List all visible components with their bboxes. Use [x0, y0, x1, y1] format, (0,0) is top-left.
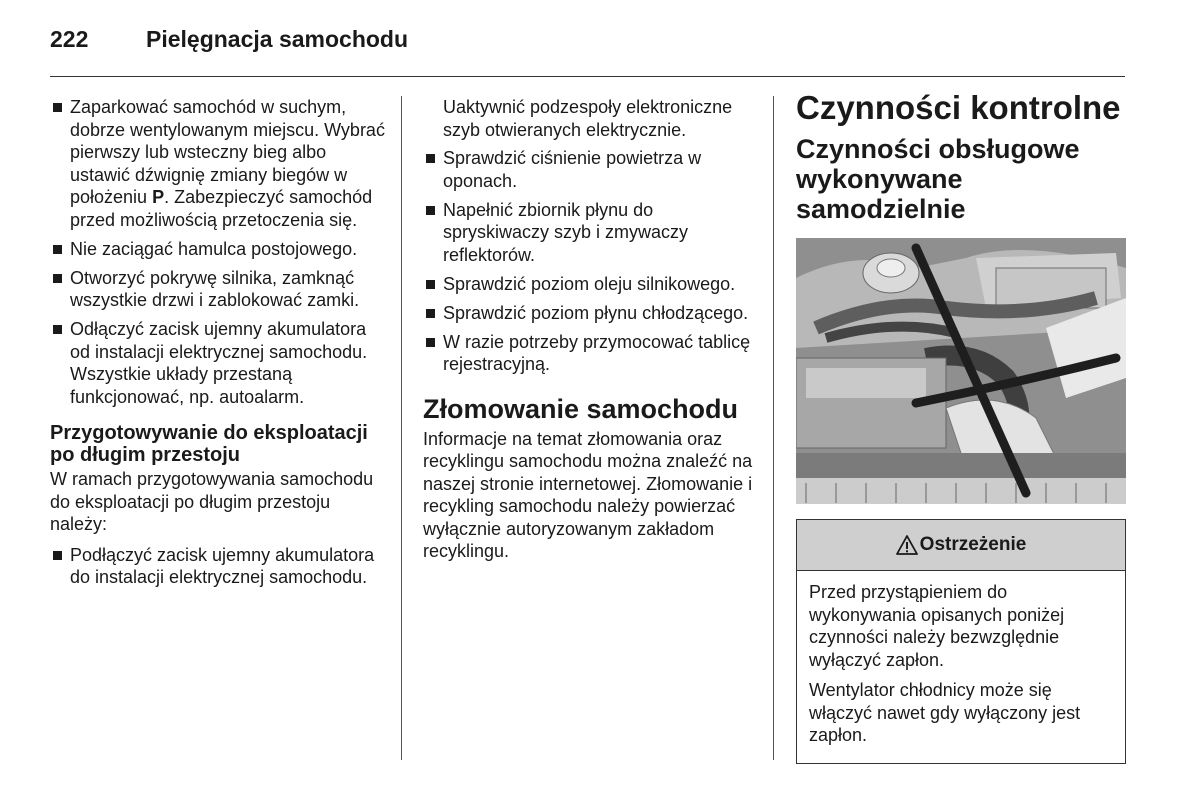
list-item-text: Nie zaciągać hamulca postojowego.: [70, 238, 358, 259]
list-item: [423, 199, 763, 267]
subheading-recommissioning: Przygotowywanie do eksploatacji po długim przestoju: [50, 422, 368, 466]
heading-scrapping: Złomowanie samochodu: [423, 393, 739, 424]
warning-triangle-icon: [896, 535, 918, 555]
paragraph: Informacje na temat złomowania oraz recyklingu samochodu można znaleźć na naszej stronie internetowej. Złomowanie i recykling samochodu należy powierzać wyłącznie autoryzowanym zakładom recyklingu.: [423, 428, 753, 561]
column-divider-2: [773, 96, 774, 760]
warning-paragraph: Wentylator chłodnicy może się włączyć nawet gdy wyłączony jest zapłon.: [809, 680, 1081, 745]
list-item: [423, 273, 763, 296]
warning-body: [797, 571, 1125, 763]
square-bullet-icon: [426, 280, 435, 289]
page-header: [50, 26, 1125, 78]
list-item-text: Sprawdzić poziom oleju silnikowego.: [443, 273, 736, 294]
list-item-text: Napełnić zbiornik płynu do spryskiwaczy szyb i zmywaczy reflektorów.: [443, 199, 689, 265]
square-bullet-icon: [53, 274, 62, 283]
square-bullet-icon: [426, 154, 435, 163]
header-divider: [50, 76, 1125, 77]
column-1: [50, 96, 390, 595]
gear-position-label: P: [152, 187, 165, 207]
list-item: [50, 318, 390, 408]
square-bullet-icon: [53, 325, 62, 334]
column-divider-1: [401, 96, 402, 760]
column-2: [423, 96, 763, 563]
recommissioning-steps-list: [50, 544, 390, 589]
continuation-text: Uaktywnić podzespoły elektroniczne szyb otwieranych elektrycznie.: [443, 97, 733, 140]
check-steps-list: [423, 147, 763, 376]
list-item: [50, 96, 390, 231]
list-item-text: W razie potrzeby przymocować tablicę rejestracyjną.: [443, 331, 751, 374]
list-item: [423, 331, 763, 376]
list-item-text: Sprawdzić ciśnienie powietrza w oponach.: [443, 148, 702, 191]
list-item-text: Podłączyć zacisk ujemny akumulatora do instalacji elektrycznej samochodu.: [70, 544, 375, 587]
engine-bay-crossed-photo: [796, 238, 1126, 504]
list-item: [50, 238, 390, 261]
engine-bay-illustration: [796, 238, 1126, 504]
warning-header: [797, 520, 1125, 571]
square-bullet-icon: [53, 551, 62, 560]
list-item-text: Sprawdzić poziom płynu chłodzącego.: [443, 302, 749, 323]
list-item-text-tail: . Zabezpieczyć samochód przed możliwością przetoczenia się.: [70, 187, 373, 230]
warning-title: Ostrzeżenie: [919, 534, 1027, 555]
list-item: [50, 544, 390, 589]
list-item-text: Otworzyć pokrywę silnika, zamknąć wszystkie drzwi i zablokować zamki.: [70, 267, 360, 310]
heading-checks: Czynności kontrolne: [796, 89, 1121, 126]
page-number: 222: [50, 26, 89, 52]
list-item: [423, 302, 763, 325]
warning-paragraph: Przed przystąpieniem do wykonywania opisanych poniżej czynności należy bezwzględnie wyłączyć zapłon.: [809, 582, 1065, 670]
list-item: [423, 147, 763, 192]
square-bullet-icon: [53, 103, 62, 112]
list-item: [50, 267, 390, 312]
square-bullet-icon: [426, 206, 435, 215]
list-item-text: Zaparkować samochód w suchym, dobrze wentylowanym miejscu. Wybrać pierwszy lub wsteczny bieg albo ustawić dźwignię zmiany biegów w położeniu: [70, 97, 385, 207]
subheading-self-service: Czynności obsługowe wykonywane samodzielnie: [796, 134, 1080, 224]
paragraph: W ramach przygotowywania samochodu do eksploatacji po długim przestoju należy:: [50, 469, 374, 534]
column-3: [796, 89, 1126, 764]
square-bullet-icon: [53, 245, 62, 254]
square-bullet-icon: [426, 309, 435, 318]
warning-box: [796, 519, 1126, 764]
square-bullet-icon: [426, 338, 435, 347]
list-item-text: Odłączyć zacisk ujemny akumulatora od instalacji elektrycznej samochodu. Wszystkie układy przestaną funkcjonować, np. autoalarm.: [70, 319, 368, 407]
storage-steps-list: [50, 96, 390, 408]
section-title: Pielęgnacja samochodu: [146, 26, 409, 52]
